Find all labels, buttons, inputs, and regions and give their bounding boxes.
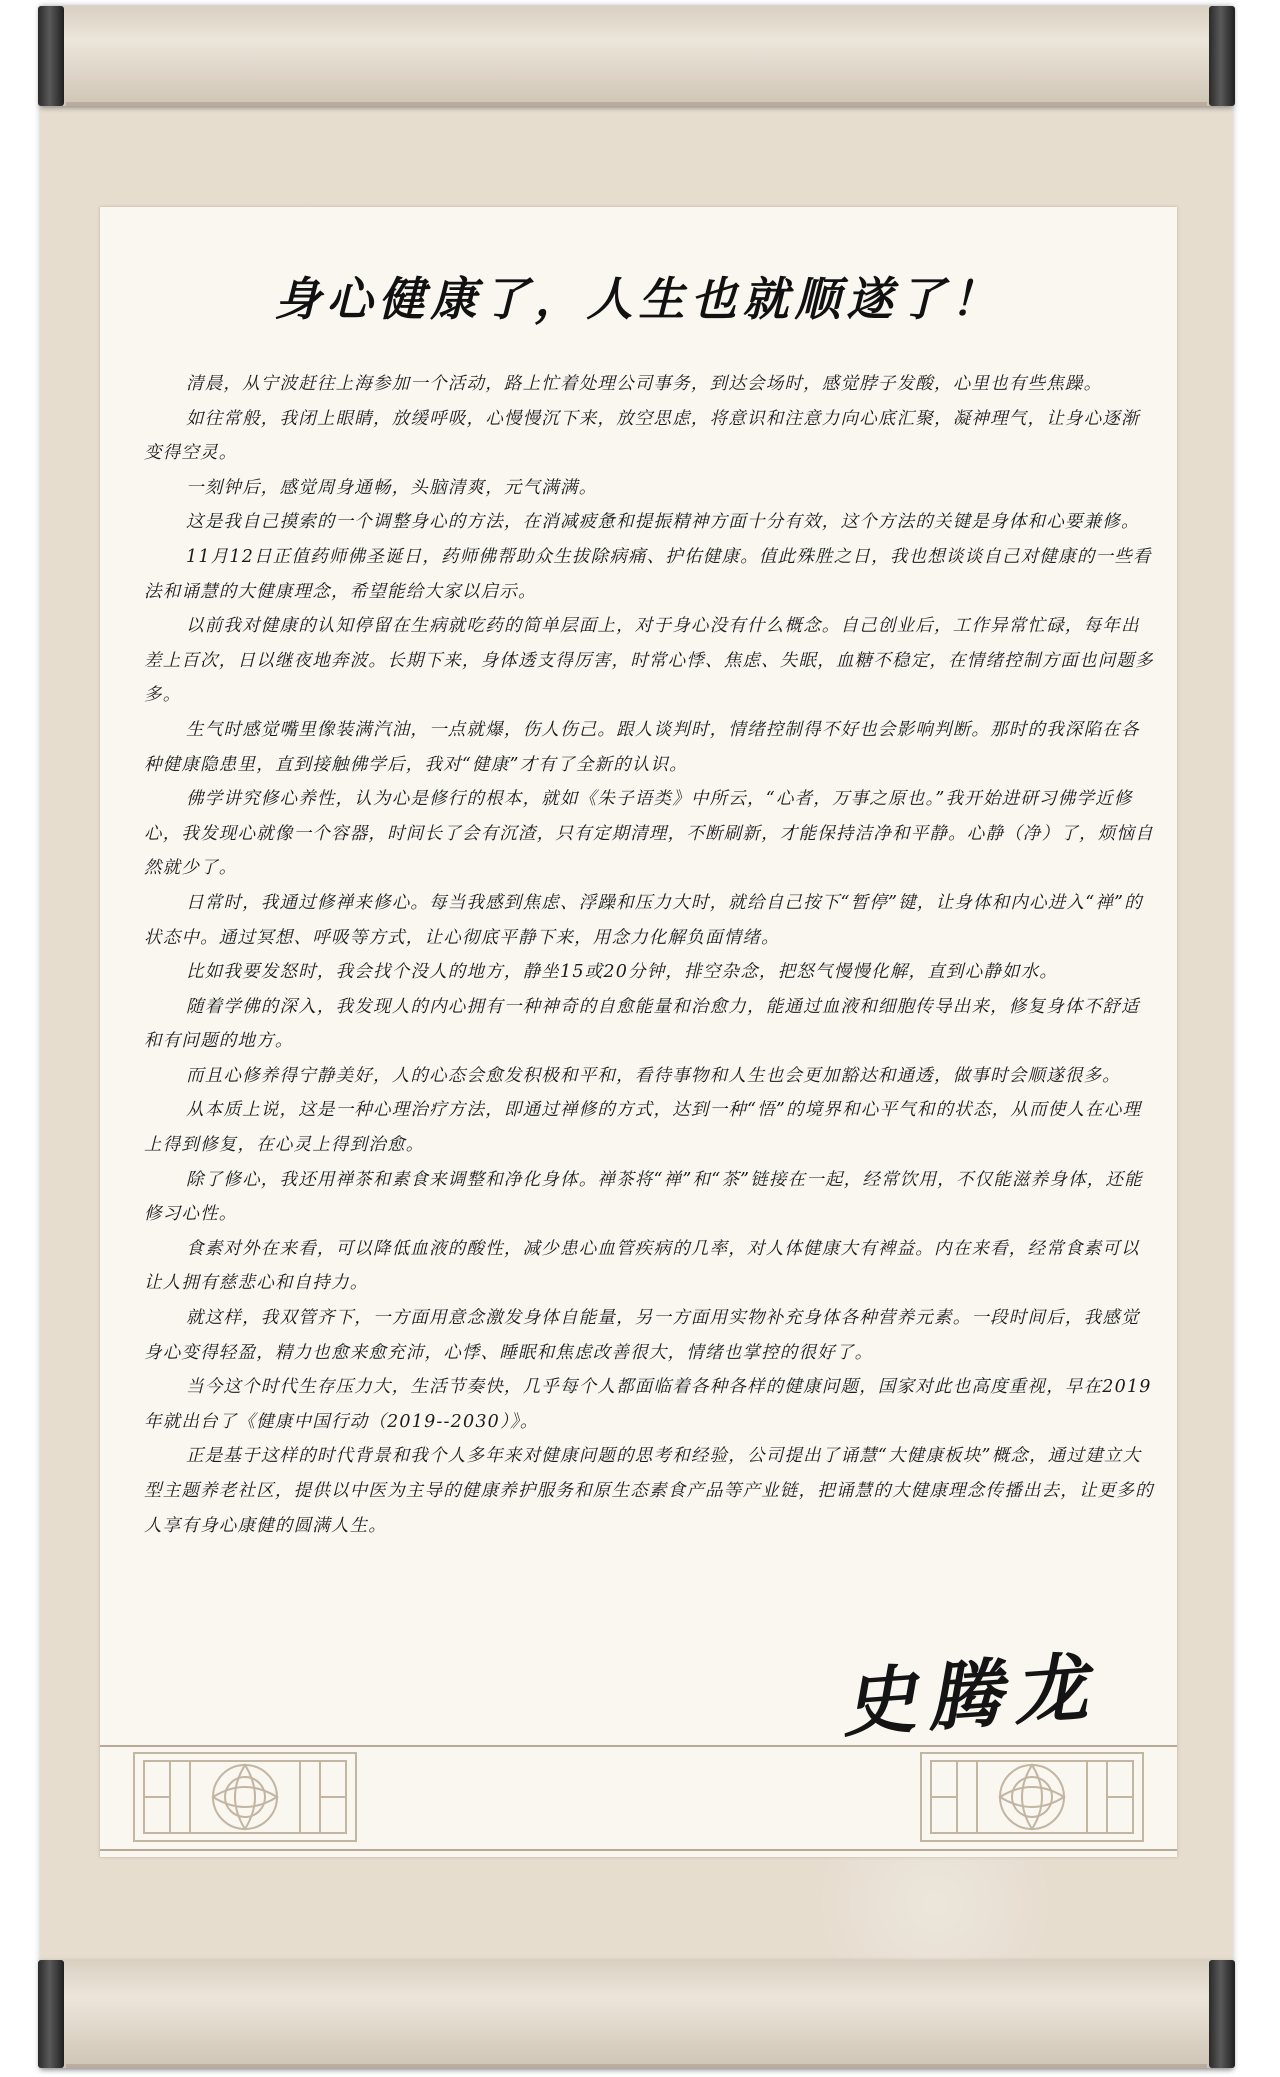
scroll-top-rod <box>40 6 1233 106</box>
scroll-bottom-rod <box>40 1960 1233 2068</box>
letter-paragraph: 如往常般，我闭上眼睛，放缓呼吸，心慢慢沉下来，放空思虑，将意识和注意力向心底汇聚，凝神理气，让身心逐渐变得空灵。 <box>144 408 1140 464</box>
letter-paragraph: 就这样，我双管齐下，一方面用意念激发身体自能量，另一方面用实物补充身体各种营养元素。一段时间后，我感觉身心变得轻盈，精力也愈来愈充沛，心悸、睡眠和焦虑改善很大，情绪也掌控的很好了。 <box>144 1308 1140 1363</box>
letter-paragraph: 而且心修养得宁静美好，人的心态会愈发积极和平和，看待事物和人生也会更加豁达和通透，做事时会顺遂很多。 <box>186 1065 1121 1086</box>
lattice-ornament-icon <box>130 1747 360 1847</box>
footer-divider <box>100 1849 1177 1851</box>
rod-cap-right <box>1209 1960 1235 2068</box>
letter-paragraph: 随着学佛的深入，我发现人的内心拥有一种神奇的自愈能量和治愈力，能通过血液和细胞传导出来，修复身体不舒适和有问题的地方。 <box>144 996 1140 1052</box>
letter-paragraph: 11月12日正值药师佛圣诞日，药师佛帮助众生拔除病痛、护佑健康。值此殊胜之日，我也想谈谈自己对健康的一些看法和诵慧的大健康理念，希望能给大家以启示。 <box>144 546 1152 602</box>
letter-paragraph: 一刻钟后，感觉周身通畅，头脑清爽，元气满满。 <box>186 477 598 498</box>
rod-cap-left <box>38 6 64 106</box>
letter-title: 身心健康了，人生也就顺遂了！ <box>274 272 1003 326</box>
letter-paragraph: 清晨，从宁波赶往上海参加一个活动，路上忙着处理公司事务，到达会场时，感觉脖子发酸，心里也有些焦躁。 <box>186 374 1103 394</box>
letter-paragraph: 日常时，我通过修禅来修心。每当我感到焦虑、浮躁和压力大时，就给自己按下“暂停”键，让身体和内心进入“禅”的状态中。通过冥想、呼吸等方式，让心彻底平静下来，用念力化解负面情绪。 <box>144 892 1143 948</box>
letter-paragraph: 生气时感觉嘴里像装满汽油，一点就爆，伤人伤己。跟人谈判时，情绪控制得不好也会影响判断。那时的我深陷在各种健康隐患里，直到接触佛学后，我对“健康”才有了全新的认识。 <box>144 719 1140 775</box>
letter-body <box>144 367 1154 1543</box>
signature-text: 史腾龙 <box>838 1644 1103 1748</box>
handwritten-signature <box>820 1627 1120 1747</box>
letter-paper <box>100 207 1177 1857</box>
decorative-footer-band <box>100 1745 1177 1859</box>
letter-paragraph: 正是基于这样的时代背景和我个人多年来对健康问题的思考和经验，公司提出了诵慧“大健康板块”概念，通过建立大型主题养老社区，提供以中医为主导的健康养护服务和原生态素食产品等产业链，把诵慧的大健康理念传播出去，让更多的人享有身心康健的圆满人生。 <box>144 1446 1154 1536</box>
lattice-ornament-icon <box>917 1747 1147 1847</box>
rod-cap-left <box>38 1960 64 2068</box>
letter-paragraph: 佛学讲究修心养性，认为心是修行的根本，就如《朱子语类》中所云，“心者，万事之原也。”我开始进研习佛学近修心，我发现心就像一个容器，时间长了会有沉渣，只有定期清理，不断刷新，才能保持洁净和平静。心静（净）了，烦恼自然就少了。 <box>144 789 1154 879</box>
letter-paragraph: 比如我要发怒时，我会找个没人的地方，静坐15或20分钟，排空杂念，把怒气慢慢化解，直到心静如水。 <box>186 962 1059 983</box>
letter-paragraph: 食素对外在来看，可以降低血液的酸性，减少患心血管疾病的几率，对人体健康大有裨益。内在来看，经常食素可以让人拥有慈悲心和自持力。 <box>144 1238 1140 1294</box>
letter-paragraph: 以前我对健康的认知停留在生病就吃药的简单层面上，对于身心没有什么概念。自己创业后，工作异常忙碌，每年出差上百次，日以继夜地奔波。长期下来，身体透支得厉害，时常心悸、焦虑、失眠，血糖不稳定，在情绪控制方面也问题多多。 <box>144 616 1154 706</box>
letter-paragraph: 这是我自己摸索的一个调整身心的方法，在消减疲惫和提振精神方面十分有效，这个方法的关键是身体和心要兼修。 <box>186 512 1140 533</box>
letter-paragraph: 除了修心，我还用禅茶和素食来调整和净化身体。禅茶将“禅”和“茶”链接在一起，经常饮用，不仅能滋养身体，还能修习心性。 <box>144 1169 1143 1225</box>
rod-cap-right <box>1209 6 1235 106</box>
letter-paragraph: 从本质上说，这是一种心理治疗方法，即通过禅修的方式，达到一种“悟”的境界和心平气和的状态，从而使人在心理上得到修复，在心灵上得到治愈。 <box>144 1100 1142 1156</box>
letter-paragraph: 当今这个时代生存压力大，生活节奏快，几乎每个人都面临着各种各样的健康问题，国家对此也高度重视，早在2019年就出台了《健康中国行动（2019--2030）》。 <box>144 1377 1152 1432</box>
